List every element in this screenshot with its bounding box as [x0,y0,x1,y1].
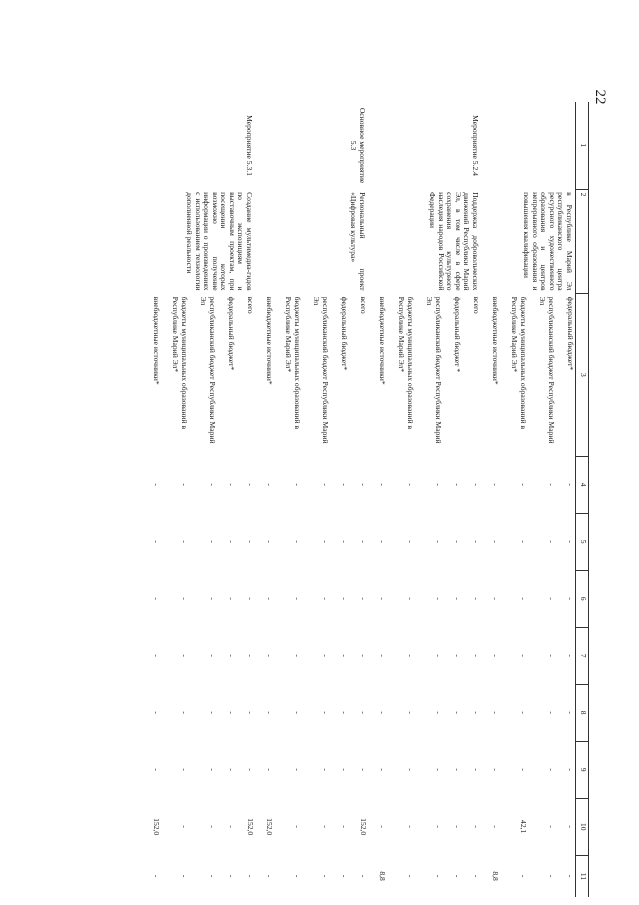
value-cell: - [359,540,368,543]
value-cell: - [321,540,330,543]
budget-table [142,102,589,897]
funding-source: федеральный бюджет* [566,296,575,371]
value-cell: - [265,654,274,657]
column-header-4: 4 [576,456,589,513]
value-cell: - [472,483,481,486]
value-cell: - [472,874,481,878]
funding-source: внебюджетные источники* [152,296,161,385]
activity-name: Создание мультимедиа-гидов по экспозициям и выставочным проектам, при посещении которых возможно получение информации о произведениях с использованием технологии дополненной реальности [185,192,254,291]
value-cell: - [340,768,349,771]
value-cell: - [321,597,330,600]
funding-source: республиканский бюджет Республики Марий Эл [199,296,217,444]
value-cell: - [321,483,330,486]
funding-source: республиканский бюджет Республики Марий Эл [425,296,443,444]
value-cell: - [434,874,443,878]
funding-source: всего [472,296,481,314]
value-cell: - [265,711,274,714]
value-cell: - [406,825,415,828]
value-cell: - [359,874,368,878]
column-header-1: 1 [576,102,589,189]
value-cell: - [227,874,236,878]
value-cell: - [519,654,528,657]
value-cell: - [472,654,481,657]
value-cell: - [152,540,161,543]
value-cell: - [208,874,217,878]
value-cell: - [265,540,274,543]
value-cell: - [406,711,415,714]
value-cell: - [293,540,302,543]
column-header-11: 11 [576,855,589,897]
value-cell: - [340,540,349,543]
value-cell: - [359,711,368,714]
column-header-6: 6 [576,570,589,627]
value-cell: - [566,654,575,657]
value-cell: - [359,654,368,657]
value-cell: - [321,874,330,878]
value-cell: - [208,540,217,543]
value-cell: - [378,654,387,657]
activity-code: Мероприятие 5.3.1 [245,115,254,176]
value-cell: - [491,483,500,486]
value-cell: - [152,711,161,714]
value-cell: - [406,483,415,486]
value-cell: - [227,768,236,771]
funding-source: бюджеты муниципальных образований в Республике Марий Эл* [510,296,528,430]
value-cell: - [152,483,161,486]
value-cell: - [406,540,415,543]
value-cell: - [246,654,255,657]
value-cell: - [472,597,481,600]
value-cell: - [472,825,481,828]
value-cell: - [472,540,481,543]
value-cell: - [321,654,330,657]
column-header-2: 2 [576,189,589,294]
column-header-10: 10 [576,798,589,855]
value-cell: - [208,597,217,600]
activity-code: Мероприятие 5.2.4 [471,115,480,176]
value-cell: - [227,597,236,600]
value-cell: - [378,711,387,714]
value-cell: - [519,711,528,714]
value-cell: - [321,711,330,714]
value-cell: - [566,874,575,878]
value-cell: - [547,540,556,543]
value-cell: - [519,483,528,486]
value-cell: - [566,597,575,600]
value-cell: - [378,483,387,486]
value-cell: - [208,711,217,714]
value-cell: - [321,825,330,828]
value-cell: - [180,597,189,600]
value-cell: - [246,711,255,714]
value-cell: - [453,654,462,657]
value-cell: - [378,540,387,543]
value-cell: - [434,768,443,771]
value-cell: - [566,768,575,771]
value-cell: - [180,825,189,828]
value-cell: - [566,540,575,543]
activity-name: Поддержка добровольческих движений Республики Марий Эл, в том числе в сфере сохранения культурного наследия народов Российской Федерации [428,192,480,291]
value-cell: - [246,597,255,600]
value-cell: - [519,597,528,600]
activity-name: Региональный проект «Цифровая культура» [349,192,367,291]
value-cell: - [406,597,415,600]
value-cell: - [246,483,255,486]
value-cell: - [491,711,500,714]
value-cell: - [491,654,500,657]
value-cell: - [227,711,236,714]
funding-source: всего [246,296,255,314]
value-cell: - [265,597,274,600]
value-cell: - [453,768,462,771]
value-cell: - [340,711,349,714]
funding-source: бюджеты муниципальных образований в Республике Марий Эл* [284,296,302,430]
value-cell: - [180,874,189,878]
value-cell: 42,1 [519,820,528,834]
value-cell: - [265,483,274,486]
activity-code [481,102,576,189]
value-cell: - [265,874,274,878]
value-cell: - [519,540,528,543]
value-cell: - [340,483,349,486]
value-cell: - [293,768,302,771]
value-cell: 8,8 [378,871,387,881]
funding-source: федеральный бюджет* [340,296,349,371]
budget-table-rotated [119,102,589,897]
value-cell: - [180,540,189,543]
value-cell: 152,0 [152,818,161,836]
value-cell: - [519,768,528,771]
funding-source: бюджеты муниципальных образований в Республике Марий Эл* [397,296,415,430]
value-cell: - [566,483,575,486]
funding-source: республиканский бюджет Республики Марий Эл [312,296,330,444]
column-header-7: 7 [576,627,589,684]
funding-source: бюджеты муниципальных образований в Республике Марий Эл* [171,296,189,430]
page-number: 22 [592,89,608,105]
value-cell: - [180,711,189,714]
value-cell: - [321,768,330,771]
value-cell: - [566,825,575,828]
value-cell: - [406,654,415,657]
value-cell: - [293,483,302,486]
activity-name: в Республике Марий Эл республиканского центра ресурсного художественного образования и центров непрерывного образования и повышения квалификации [522,192,574,291]
value-cell: - [491,597,500,600]
value-cell: - [340,597,349,600]
value-cell: - [547,874,556,878]
value-cell: - [453,483,462,486]
table-row [236,102,255,897]
value-cell: - [246,874,255,878]
value-cell: - [472,711,481,714]
value-cell: - [378,597,387,600]
value-cell: - [340,825,349,828]
value-cell: 152,0 [265,818,274,836]
value-cell: - [227,825,236,828]
value-cell: - [208,483,217,486]
value-cell: - [340,874,349,878]
funding-source: внебюджетные источники* [491,296,500,385]
funding-source: федеральный бюджет* [227,296,236,371]
value-cell: - [208,825,217,828]
value-cell: 8,8 [491,871,500,881]
value-cell: - [180,483,189,486]
value-cell: - [547,768,556,771]
value-cell: - [519,874,528,878]
funding-source: федеральный бюджет * [453,296,462,373]
value-cell: - [434,825,443,828]
value-cell: 152,0 [246,818,255,836]
value-cell: - [340,654,349,657]
table-header-row [576,102,589,897]
value-cell: - [434,483,443,486]
table-row [556,102,576,897]
value-cell: - [208,768,217,771]
value-cell: - [434,597,443,600]
value-cell: - [359,597,368,600]
value-cell: - [152,654,161,657]
value-cell: - [246,768,255,771]
funding-source: республиканский бюджет Республики Марий Эл [538,296,556,444]
value-cell: - [491,540,500,543]
value-cell: - [378,825,387,828]
value-cell: - [378,768,387,771]
value-cell: - [293,825,302,828]
value-cell: - [453,874,462,878]
value-cell: - [359,483,368,486]
value-cell: - [265,768,274,771]
value-cell: - [359,768,368,771]
table-row [349,102,368,897]
value-cell: - [547,483,556,486]
value-cell: - [293,597,302,600]
value-cell: - [453,825,462,828]
value-cell: - [566,711,575,714]
value-cell: - [227,483,236,486]
table-row [462,102,481,897]
value-cell: - [293,654,302,657]
value-cell: - [453,711,462,714]
column-header-9: 9 [576,741,589,798]
value-cell: - [246,540,255,543]
value-cell: - [152,597,161,600]
value-cell: 152,0 [359,818,368,836]
table-body [142,102,576,897]
value-cell: - [472,768,481,771]
value-cell: - [293,874,302,878]
value-cell: - [547,597,556,600]
value-cell: - [547,711,556,714]
value-cell: - [491,768,500,771]
value-cell: - [152,768,161,771]
column-header-8: 8 [576,684,589,741]
value-cell: - [180,654,189,657]
funding-source: всего [359,296,368,314]
value-cell: - [453,540,462,543]
funding-source: внебюджетные источники* [378,296,387,385]
column-header-3: 3 [576,294,589,457]
value-cell: - [293,711,302,714]
value-cell: - [434,711,443,714]
value-cell: - [152,874,161,878]
value-cell: - [227,654,236,657]
value-cell: - [453,597,462,600]
value-cell: - [406,768,415,771]
value-cell: - [406,874,415,878]
value-cell: - [547,654,556,657]
value-cell: - [227,540,236,543]
funding-source: внебюджетные источники* [265,296,274,385]
value-cell: - [434,654,443,657]
value-cell: - [434,540,443,543]
value-cell: - [180,768,189,771]
column-header-5: 5 [576,513,589,570]
value-cell: - [491,825,500,828]
value-cell: - [547,825,556,828]
value-cell: - [208,654,217,657]
activity-code: Основное мероприятие 5.3 [349,107,367,184]
